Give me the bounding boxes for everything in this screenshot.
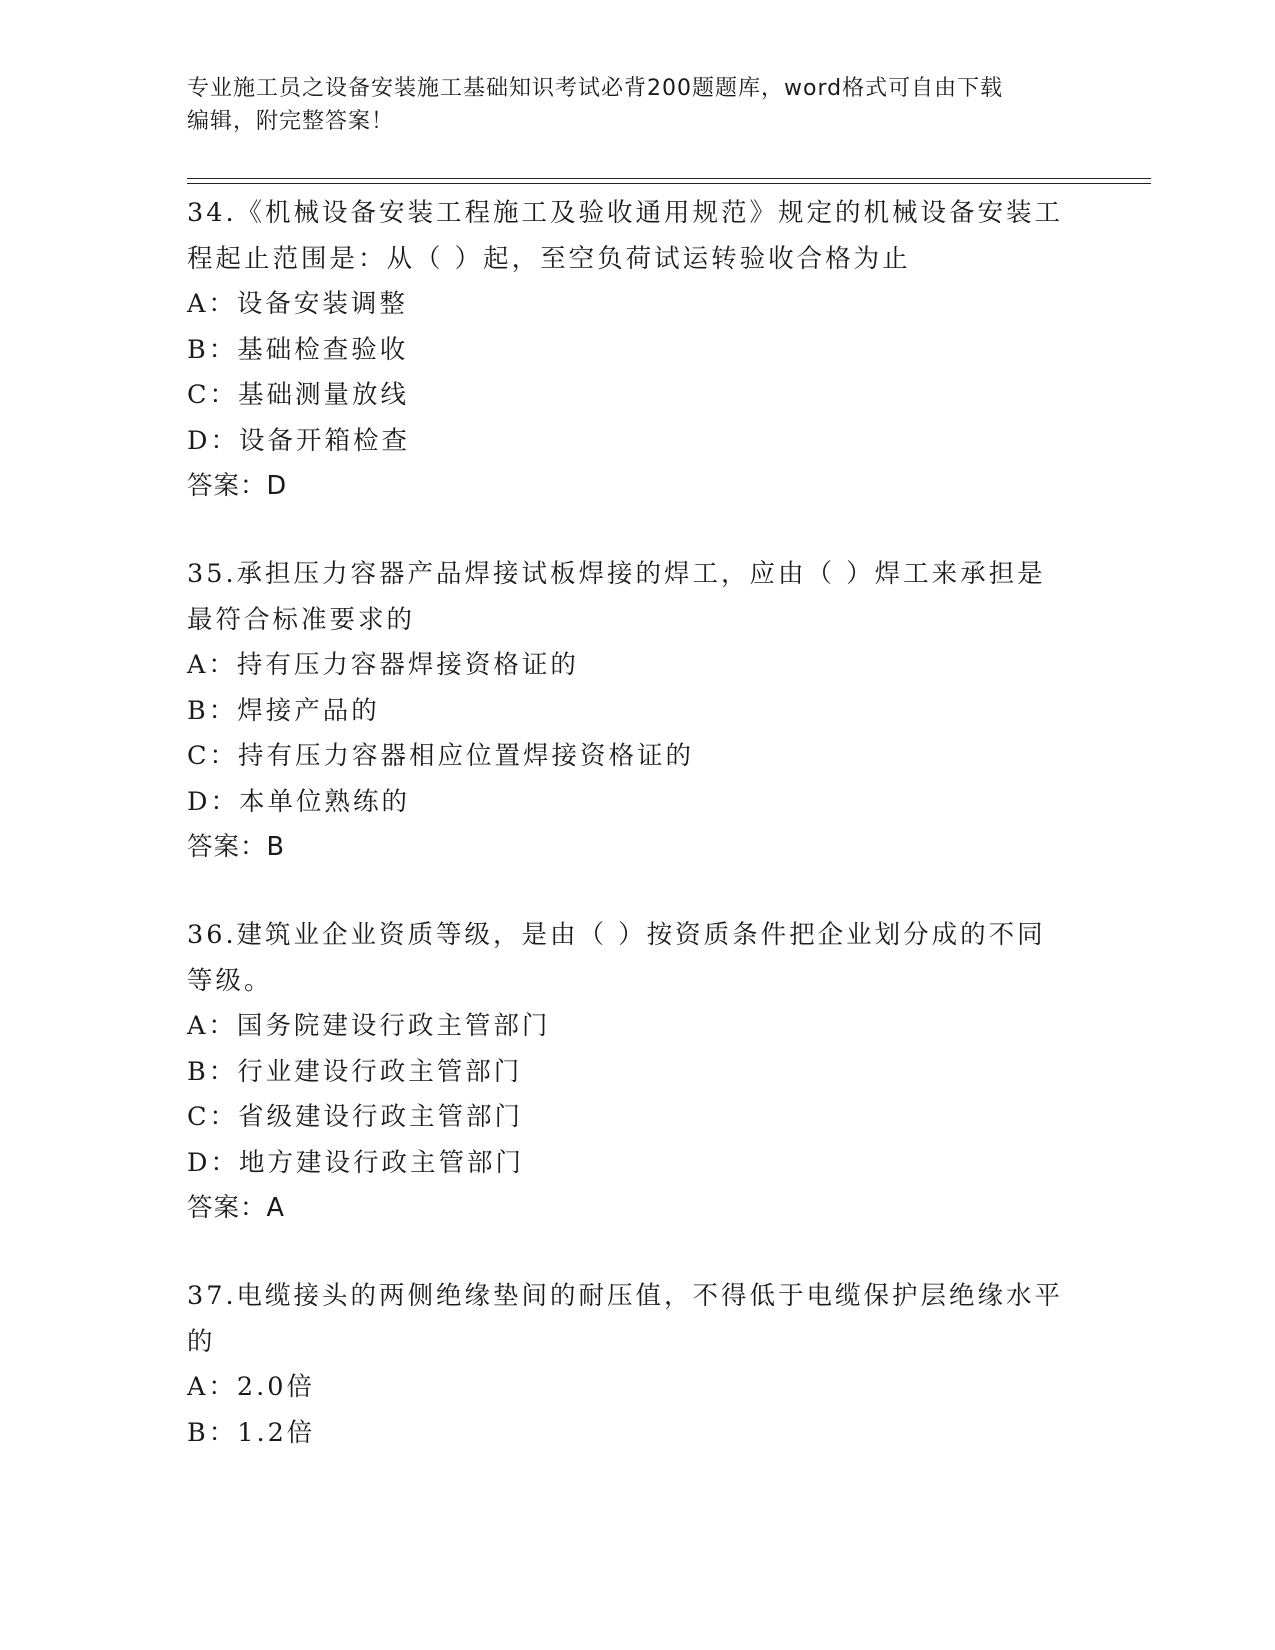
- option-b: B：行业建设行政主管部门: [187, 1056, 523, 1087]
- option-c: C：持有压力容器相应位置焊接资格证的: [187, 741, 695, 771]
- header-divider-bottom: [187, 183, 1151, 184]
- option-b: B：1.2倍: [187, 1417, 316, 1448]
- option-a: A：国务院建设行政主管部门: [187, 1011, 551, 1041]
- option-a: A：2.0倍: [187, 1372, 315, 1402]
- question-stem-line: 程起止范围是：从（ ）起，至空负荷试运转验收合格为止: [187, 244, 911, 274]
- question-stem-line: 的: [187, 1327, 216, 1357]
- question-stem-line: 37.电缆接头的两侧绝缘垫间的耐压值，不得低于电缆保护层绝缘水平: [187, 1281, 1064, 1311]
- answer: 答案：A: [187, 1193, 285, 1223]
- option-d: D：地方建设行政主管部门: [187, 1147, 524, 1178]
- question-list: [187, 190, 1087, 1498]
- option-d: D：设备开箱检查: [187, 425, 410, 456]
- header-line-1: 专业施工员之设备安装施工基础知识考试必背200题题库，word格式可自由下载: [187, 76, 1004, 101]
- answer: 答案：D: [187, 471, 288, 501]
- option-c: C：省级建设行政主管部门: [187, 1102, 524, 1132]
- question-stem-line: 36.建筑业企业资质等级，是由（ ）按资质条件把企业划分成的不同: [187, 920, 1046, 950]
- question-34: [187, 190, 1087, 509]
- option-c: C：基础测量放线: [187, 380, 410, 410]
- question-stem-line: 35.承担压力容器产品焊接试板焊接的焊工，应由（ ）焊工来承担是: [187, 559, 1046, 589]
- option-b: B：基础检查验收: [187, 334, 409, 365]
- question-36: [187, 912, 1087, 1231]
- question-37: [187, 1273, 1087, 1456]
- answer: 答案：B: [187, 832, 285, 862]
- question-stem-line: 等级。: [187, 966, 273, 996]
- option-d: D：本单位熟练的: [187, 786, 410, 817]
- question-stem-line: 34.《机械设备安装工程施工及验收通用规范》规定的机械设备安装工: [187, 198, 1064, 228]
- header-line-2: 编辑，附完整答案！: [187, 109, 395, 134]
- question-35: [187, 551, 1087, 870]
- document-header: [187, 72, 1067, 138]
- header-divider-top: [187, 178, 1151, 179]
- option-a: A：持有压力容器焊接资格证的: [187, 650, 579, 680]
- option-a: A：设备安装调整: [187, 289, 408, 319]
- question-stem-line: 最符合标准要求的: [187, 605, 416, 635]
- option-b: B：焊接产品的: [187, 695, 380, 726]
